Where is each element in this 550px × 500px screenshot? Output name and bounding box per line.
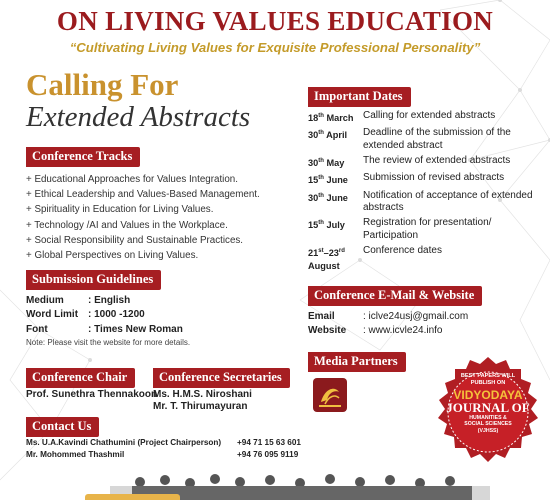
media-heading: Media Partners — [308, 352, 406, 372]
extended-abstracts-heading: Extended Abstracts — [26, 101, 251, 133]
submission-heading: Submission Guidelines — [26, 270, 161, 290]
date-row: 15th June Submission of revised abstracts — [308, 172, 505, 186]
journal-seal — [421, 356, 550, 468]
track-item: + Educational Approaches for Values Integration. — [26, 172, 286, 187]
chair-name — [26, 389, 157, 400]
conference-tagline: “Cultivating Living Values for Exquisite Professional Personality” — [69, 40, 481, 55]
medium-label: Medium — [26, 294, 64, 306]
track-item: + Technology /AI and Values in the Workplace. — [26, 218, 286, 233]
email-label: Email — [308, 310, 335, 322]
secretary-name: Ms. H.M.S. Niroshani — [153, 389, 252, 400]
word-limit-value: : 1000 -1200 — [88, 309, 145, 321]
word-limit-label: Word Limit — [26, 309, 79, 321]
dates-list — [308, 110, 548, 275]
font-label: Font — [26, 323, 48, 335]
seal-line: SOCIAL SCIENCES — [464, 421, 512, 428]
chair-heading: Conference Chair — [26, 368, 135, 388]
secretaries-names — [153, 389, 252, 413]
track-item: + Global Perspectives on Living Values. — [26, 248, 286, 263]
calling-for-heading: Calling For — [26, 67, 179, 102]
seal-journal-of: JOURNAL OF — [446, 400, 530, 416]
submission-note: Note: Please visit the website for more details. — [26, 338, 191, 347]
date-row: 18th March Calling for extended abstracts — [308, 110, 496, 124]
contact-person-1: Ms. U.A.Kavindi Chathumini (Project Chairperson) — [26, 438, 222, 447]
date-row: 30th June Notification of acceptance of extended abstracts — [308, 189, 533, 214]
track-item: + Social Responsibility and Sustainable Practices. — [26, 233, 286, 248]
submission-details — [26, 293, 286, 337]
chair-name-text: Prof. Sunethra Thennakoon — [26, 389, 158, 400]
date-row: 21st–23rd August Conference dates — [308, 245, 442, 271]
tracks-list — [26, 172, 286, 263]
date-row: 30th May The review of extended abstracts — [308, 155, 511, 169]
contact-phone-2: +94 76 095 9119 — [237, 450, 299, 459]
contact-heading: Contact Us — [26, 417, 99, 437]
seal-line: BEST PAPERS WILL — [460, 373, 516, 379]
email-details — [308, 309, 548, 338]
date-row: 15th July Registration for presentation/ Participation — [308, 217, 492, 241]
medium-value: : English — [88, 294, 131, 306]
dates-heading: Important Dates — [308, 87, 411, 107]
seal-journal-name: VIDYODAYA — [453, 388, 523, 403]
seal-line: HUMANITIES & — [469, 415, 507, 422]
secretaries-heading: Conference Secretaries — [153, 368, 290, 388]
contact-phone-1: +94 71 15 63 601 — [237, 438, 301, 447]
conference-title: ON LIVING VALUES EDUCATION — [56, 6, 494, 36]
track-item: + Spirituality in Education for Living Values. — [26, 202, 286, 217]
secretary-name: Mr. T. Thirumayuran — [153, 401, 248, 412]
contact-person-2: Mr. Mohommed Thashmil — [26, 450, 125, 459]
track-item: + Ethical Leadership and Values-Based Management. — [26, 187, 286, 202]
seal-line: PUBLISH ON — [470, 379, 506, 386]
email-heading: Conference E-Mail & Website — [308, 286, 482, 306]
tracks-heading: Conference Tracks — [26, 147, 140, 167]
font-value: : Times New Roman — [88, 323, 183, 335]
footer-accent — [85, 494, 180, 500]
media-partner-logo — [313, 378, 347, 412]
date-row: 30th April Deadline of the submission of the extended abstract — [308, 127, 511, 151]
seal-line: (VJHSS) — [477, 427, 499, 434]
website-value[interactable]: : www.icvle24.info — [363, 325, 443, 337]
website-label: Website — [308, 325, 347, 337]
email-value[interactable]: : iclve24usj@gmail.com — [363, 310, 469, 322]
